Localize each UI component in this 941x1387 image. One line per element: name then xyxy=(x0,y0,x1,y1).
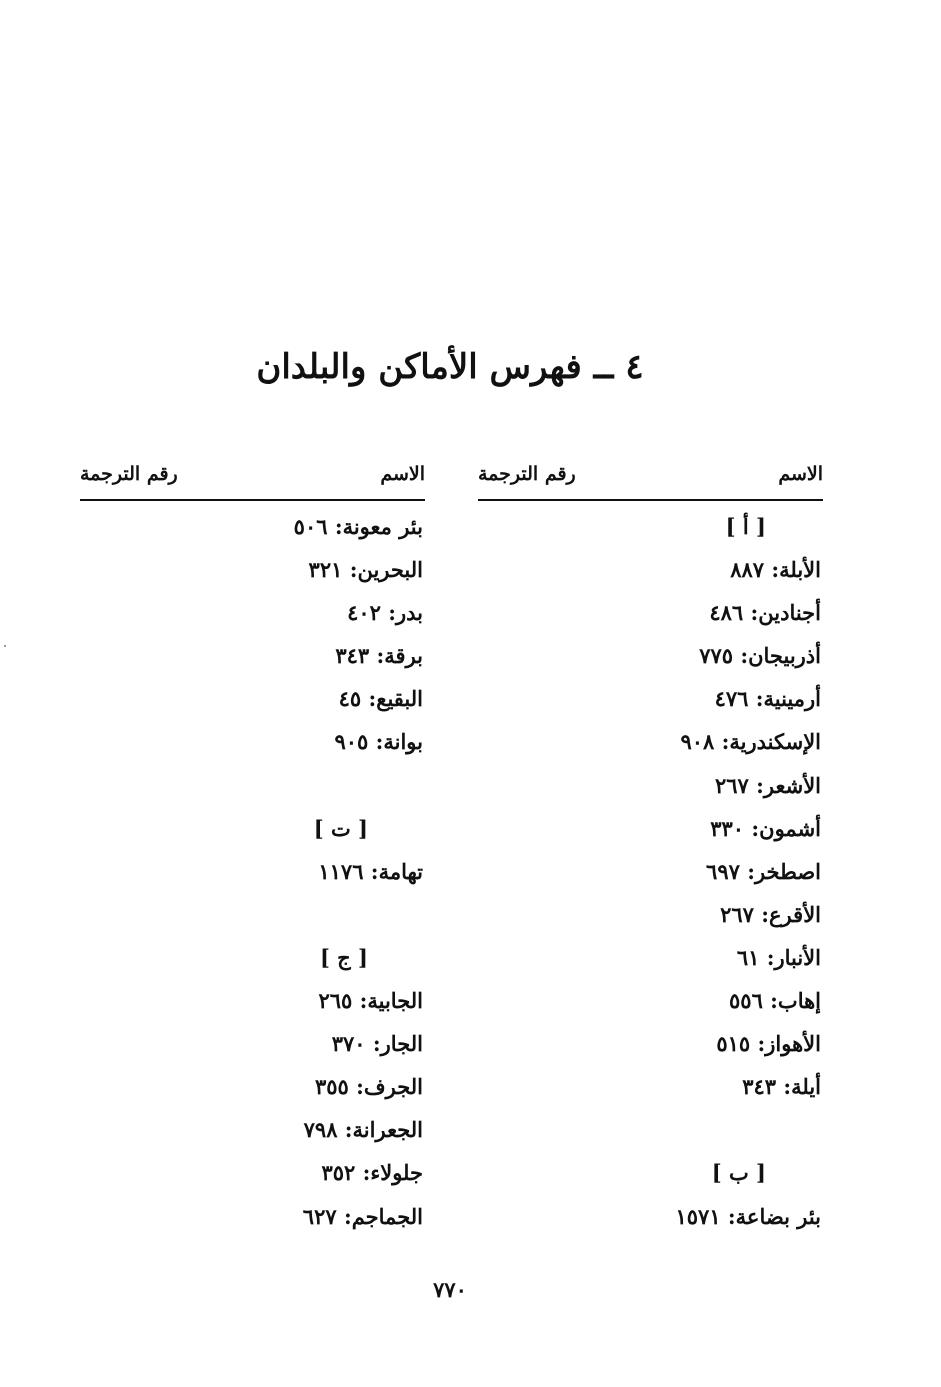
letter-heading: [ ج ] xyxy=(319,944,368,970)
column-header xyxy=(478,455,823,499)
index-column-left xyxy=(80,455,425,1238)
index-entry: بدر: ٤٠٢ xyxy=(347,600,423,626)
index-entry: بئر بضاعة: ١٥٧١ xyxy=(675,1203,821,1229)
index-entry: بوانة: ٩٠٥ xyxy=(334,729,423,755)
letter-heading: [ ت ] xyxy=(313,815,368,841)
page-number: ٧٧٠ xyxy=(433,1277,467,1302)
index-entry: الأنبار: ٦١ xyxy=(736,944,821,970)
column-header xyxy=(80,455,425,499)
header-name: الاسم xyxy=(380,463,425,485)
blank-line xyxy=(80,893,423,936)
header-number: رقم الترجمة xyxy=(80,463,178,485)
index-entry: الأهواز: ٥١٥ xyxy=(716,1031,821,1057)
index-entry: الجعرانة: ٧٩٨ xyxy=(303,1117,423,1143)
index-entry: إهاب: ٥٥٦ xyxy=(729,988,821,1014)
header-number: رقم الترجمة xyxy=(478,463,576,485)
index-entry: الجماجم: ٦٢٧ xyxy=(302,1203,423,1229)
index-entry: الأشعر: ٢٦٧ xyxy=(714,772,821,798)
letter-heading: [ ب ] xyxy=(711,1160,766,1186)
index-entry: الجرف: ٣٥٥ xyxy=(314,1074,423,1100)
index-entry: الإسكندرية: ٩٠٨ xyxy=(680,729,821,755)
index-entry: أجنادين: ٤٨٦ xyxy=(709,600,821,626)
index-entry: البحرين: ٣٢١ xyxy=(308,557,423,583)
index-entry: الجابية: ٢٦٥ xyxy=(318,988,423,1014)
index-column-right xyxy=(478,455,823,1238)
letter-heading: [ أ ] xyxy=(725,514,766,539)
index-entry: اصطخر: ٦٩٧ xyxy=(706,858,821,884)
index-entry: الأقرع: ٢٦٧ xyxy=(720,901,821,927)
index-entry: برقة: ٣٤٣ xyxy=(335,643,423,669)
index-entry: أشمون: ٣٣٠ xyxy=(710,815,821,841)
header-name: الاسم xyxy=(778,463,823,485)
entries-list-right xyxy=(478,505,823,1238)
index-entry: الأبلة: ٨٨٧ xyxy=(730,557,821,583)
header-rule xyxy=(80,499,425,501)
index-entry: البقيع: ٤٥ xyxy=(338,686,423,712)
header-rule xyxy=(478,499,823,501)
blank-line xyxy=(478,1108,821,1151)
scan-speck xyxy=(4,645,6,647)
page-title: ٤ ــ فهرس الأماكن والبلدان xyxy=(256,347,644,387)
entries-list-left xyxy=(80,505,425,1238)
index-entry: أذربيجان: ٧٧٥ xyxy=(699,643,821,669)
index-entry: بئر معونة: ٥٠٦ xyxy=(293,514,423,539)
index-entry: تهامة: ١١٧٦ xyxy=(318,858,423,884)
blank-line xyxy=(80,764,423,807)
index-entry: أرمينية: ٤٧٦ xyxy=(714,686,821,712)
index-entry: أيلة: ٣٤٣ xyxy=(742,1074,821,1100)
index-entry: الجار: ٣٧٠ xyxy=(331,1031,423,1057)
index-entry: جلولاء: ٣٥٢ xyxy=(321,1160,423,1186)
